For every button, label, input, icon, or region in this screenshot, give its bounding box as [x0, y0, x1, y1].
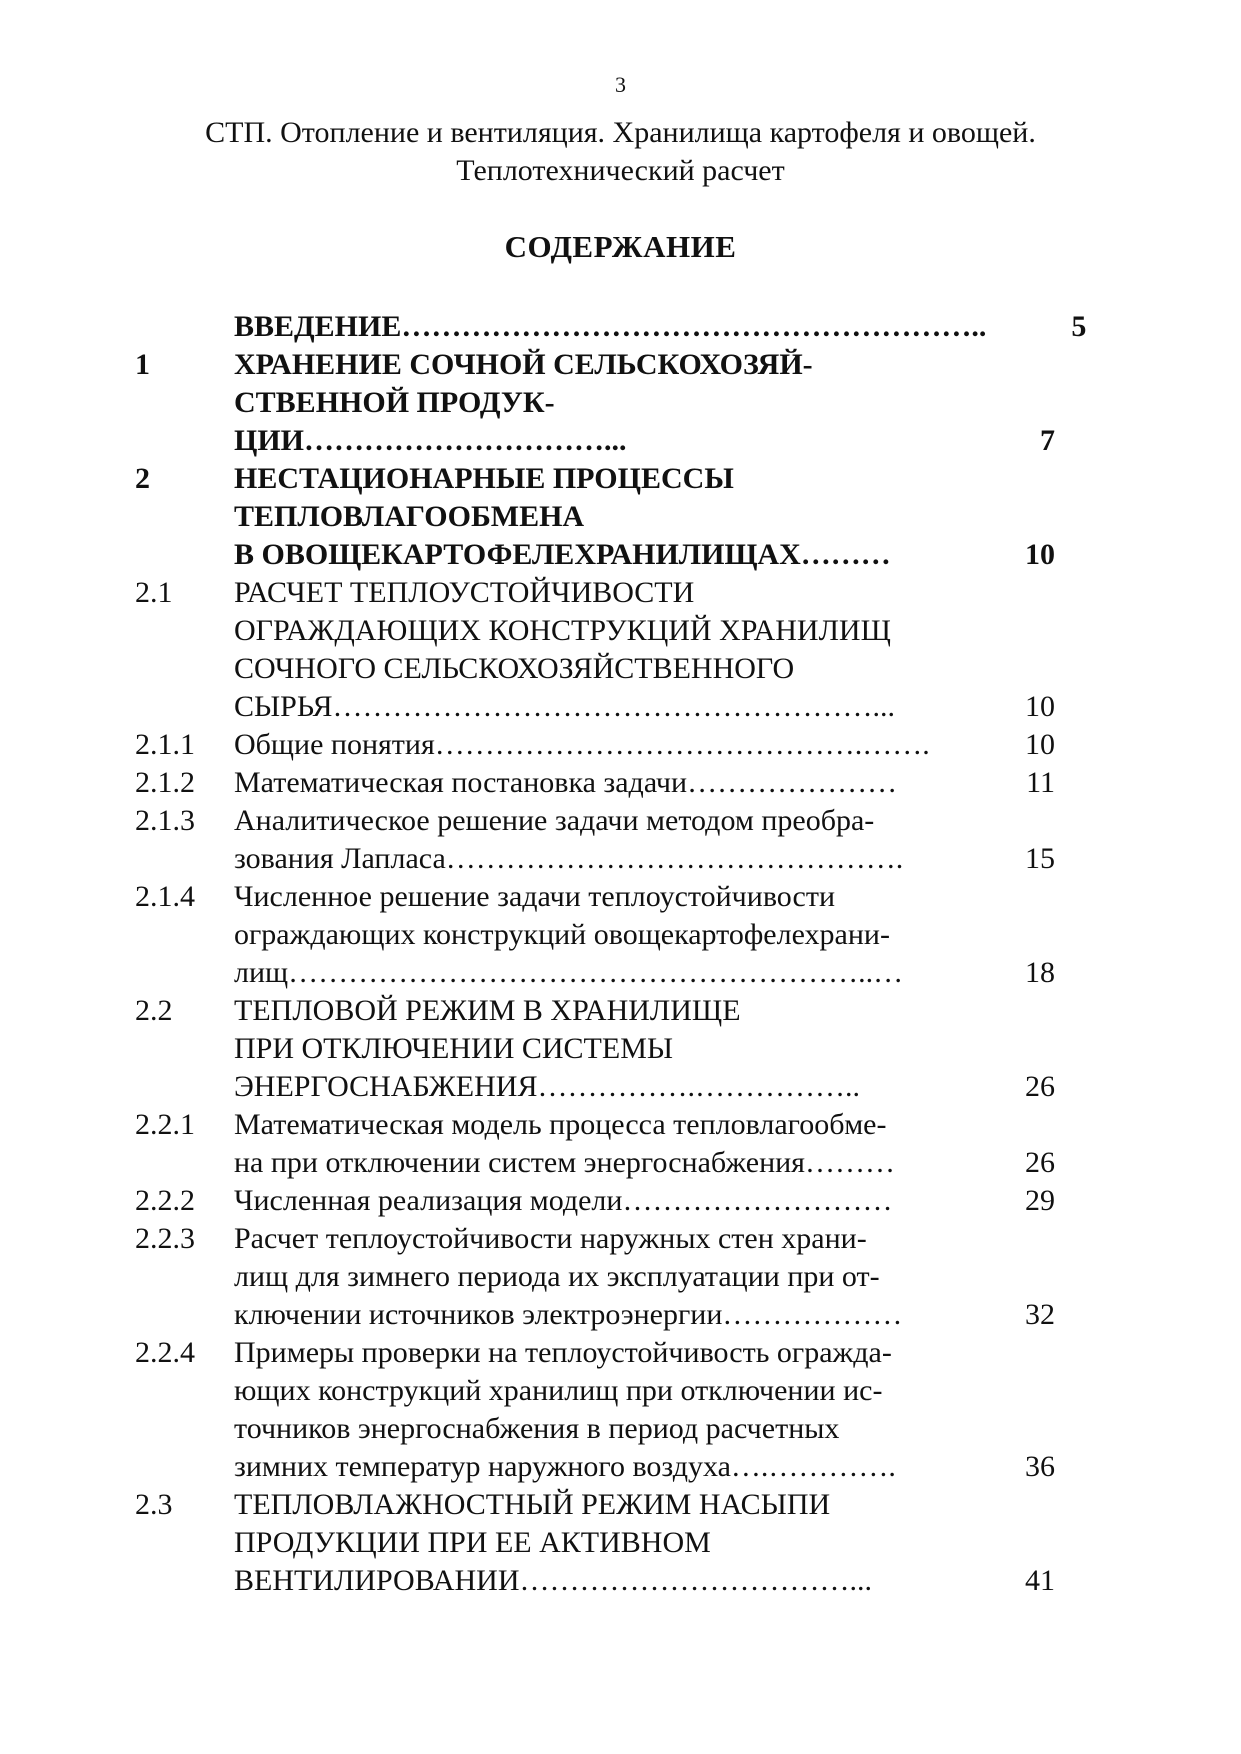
toc-entry-title	[234, 764, 955, 802]
toc-entry	[135, 878, 1055, 992]
toc-entry-page: 26	[1025, 1070, 1055, 1103]
toc-entry-title-line: Аналитическое решение задачи методом преобра-	[234, 804, 875, 837]
table-of-contents	[135, 308, 1087, 1600]
toc-entry-title-line: лищ для зимнего периода их эксплуатации при от-	[234, 1260, 880, 1293]
running-header	[0, 114, 1241, 190]
toc-entry-number: 1	[135, 348, 150, 381]
toc-entry-title-line: Расчет теплоустойчивости наружных стен храни-	[234, 1222, 867, 1255]
toc-entry	[135, 308, 1087, 346]
toc-entry	[135, 1106, 1055, 1182]
toc-entry-title-line: РАСЧЕТ ТЕПЛОУСТОЙЧИВОСТИ	[234, 576, 695, 609]
toc-entry-title-line: ХРАНЕНИЕ СОЧНОЙ СЕЛЬСКОХОЗЯЙ-	[234, 348, 813, 381]
toc-entry-title-line: СОЧНОГО СЕЛЬСКОХОЗЯЙСТВЕННОГО	[234, 652, 795, 685]
toc-entry-title-line: НЕСТАЦИОНАРНЫЕ ПРОЦЕССЫ	[234, 462, 734, 495]
toc-entry-title-line: точников энергоснабжения в период расчетных	[234, 1412, 840, 1445]
toc-entry-title	[234, 308, 986, 346]
toc-entry-title-line: на при отключении систем энергоснабжения………	[234, 1146, 895, 1179]
toc-entry-page: 10	[1025, 690, 1055, 723]
toc-entry-title	[234, 460, 955, 574]
toc-entry-title	[234, 802, 955, 878]
toc-entry-title-line: ВВЕДЕНИЕ…………………………………………………..	[234, 310, 987, 343]
toc-entry-title-line: ПРОДУКЦИИ ПРИ ЕЕ АКТИВНОМ	[234, 1526, 711, 1559]
toc-entry-title-line: В ОВОЩЕКАРТОФЕЛЕХРАНИЛИЩАХ………	[234, 538, 891, 571]
toc-entry-title-line: СЫРЬЯ………………………………………………...	[234, 690, 895, 723]
toc-entry	[135, 460, 1055, 574]
toc-entry-page: 10	[1025, 538, 1055, 571]
toc-entry-title-line: ТЕПЛОВОЙ РЕЖИМ В ХРАНИЛИЩЕ	[234, 994, 741, 1027]
toc-entry-page: 11	[1026, 766, 1055, 799]
toc-entry-title-line: ОГРАЖДАЮЩИХ КОНСТРУКЦИЙ ХРАНИЛИЩ	[234, 614, 891, 647]
toc-entry-title	[234, 878, 955, 992]
header-line-2: Теплотехнический расчет	[456, 154, 785, 187]
toc-entry-number: 2.1.3	[135, 804, 195, 837]
toc-entry	[135, 1486, 1055, 1600]
toc-entry	[135, 346, 1055, 460]
toc-entry-title-line: ограждающих конструкций овощекартофелехрани-	[234, 918, 890, 951]
toc-entry	[135, 764, 1055, 802]
toc-entry	[135, 992, 1055, 1106]
toc-entry-title-line: Математическая модель процесса тепловлагообме-	[234, 1108, 887, 1141]
toc-entry-title-line: Численная реализация модели………………………	[234, 1184, 893, 1217]
toc-entry-title-line: ключении источников электроэнергии………………	[234, 1298, 903, 1331]
toc-entry-number: 2.2.1	[135, 1108, 195, 1141]
toc-entry-title-line: зования Лапласа……………………………………….	[234, 842, 904, 875]
toc-entry-title-line: ТЕПЛОВЛАГООБМЕНА	[234, 500, 585, 533]
toc-entry-number: 2.1.4	[135, 880, 195, 913]
page-number: 3	[615, 72, 626, 97]
toc-entry	[135, 726, 1055, 764]
toc-entry-page: 32	[1025, 1298, 1055, 1331]
toc-entry-page: 36	[1025, 1450, 1055, 1483]
toc-entry-title	[234, 1334, 955, 1486]
header-line-1: СТП. Отопление и вентиляция. Хранилища картофеля и овощей.	[205, 116, 1036, 149]
toc-entry-number: 2.2	[135, 994, 173, 1027]
toc-entry	[135, 574, 1055, 726]
toc-entry-title-line: СТВЕННОЙ ПРОДУК-	[234, 386, 555, 419]
toc-entry-page: 26	[1025, 1146, 1055, 1179]
toc-entry	[135, 1220, 1055, 1334]
toc-entry-title-line: ТЕПЛОВЛАЖНОСТНЫЙ РЕЖИМ НАСЫПИ	[234, 1488, 831, 1521]
toc-entry-page: 29	[1025, 1184, 1055, 1217]
toc-entry	[135, 1182, 1055, 1220]
toc-entry-title	[234, 1486, 955, 1600]
toc-entry-title-line: Численное решение задачи теплоустойчивости	[234, 880, 836, 913]
toc-entry-number: 2.1.2	[135, 766, 195, 799]
toc-entry-title	[234, 346, 955, 460]
toc-entry-title-line: ющих конструкций хранилищ при отключении ис-	[234, 1374, 883, 1407]
toc-entry-title-line: ВЕНТИЛИРОВАНИИ……………………………...	[234, 1564, 872, 1597]
toc-entry-title-line: Математическая постановка задачи…………………	[234, 766, 898, 799]
toc-entry-number: 2.1	[135, 576, 173, 609]
toc-entry-number: 2.3	[135, 1488, 173, 1521]
toc-entry-title	[234, 1106, 955, 1182]
toc-entry-title	[234, 726, 955, 764]
toc-entry-page: 18	[1025, 956, 1055, 989]
toc-entry-page: 5	[1071, 310, 1087, 343]
toc-entry-number: 2.2.3	[135, 1222, 195, 1255]
toc-entry-number: 2.2.4	[135, 1336, 195, 1369]
toc-entry-number: 2	[135, 462, 150, 495]
toc-entry-page: 41	[1025, 1564, 1055, 1597]
toc-entry-title-line: ЦИИ…………………………...	[234, 424, 627, 457]
toc-entry-title	[234, 1182, 955, 1220]
toc-entry-title	[234, 992, 955, 1106]
toc-entry-title-line: ПРИ ОТКЛЮЧЕНИИ СИСТЕМЫ	[234, 1032, 674, 1065]
toc-entry-title-line: Общие понятия…………………………………….…….	[234, 728, 930, 761]
toc-entry-title	[234, 1220, 955, 1334]
toc-entry-title	[234, 574, 955, 726]
toc-entry-number	[135, 308, 234, 346]
toc-entry-title-line: лищ…………………………………………………..…	[234, 956, 904, 989]
toc-entry	[135, 802, 1055, 878]
contents-title: СОДЕРЖАНИЕ	[504, 229, 737, 264]
toc-entry-number: 2.1.1	[135, 728, 195, 761]
toc-entry-title-line: Примеры проверки на теплоустойчивость огражда-	[234, 1336, 892, 1369]
toc-entry-page: 10	[1025, 728, 1055, 761]
toc-entry-page: 7	[1040, 424, 1055, 457]
toc-entry-page: 15	[1025, 842, 1055, 875]
toc-entry-title-line: зимних температур наружного воздуха….………….	[234, 1450, 896, 1483]
toc-entry-title-line: ЭНЕРГОСНАБЖЕНИЯ…………….……………..	[234, 1070, 860, 1103]
toc-entry-number: 2.2.2	[135, 1184, 195, 1217]
toc-entry	[135, 1334, 1055, 1486]
